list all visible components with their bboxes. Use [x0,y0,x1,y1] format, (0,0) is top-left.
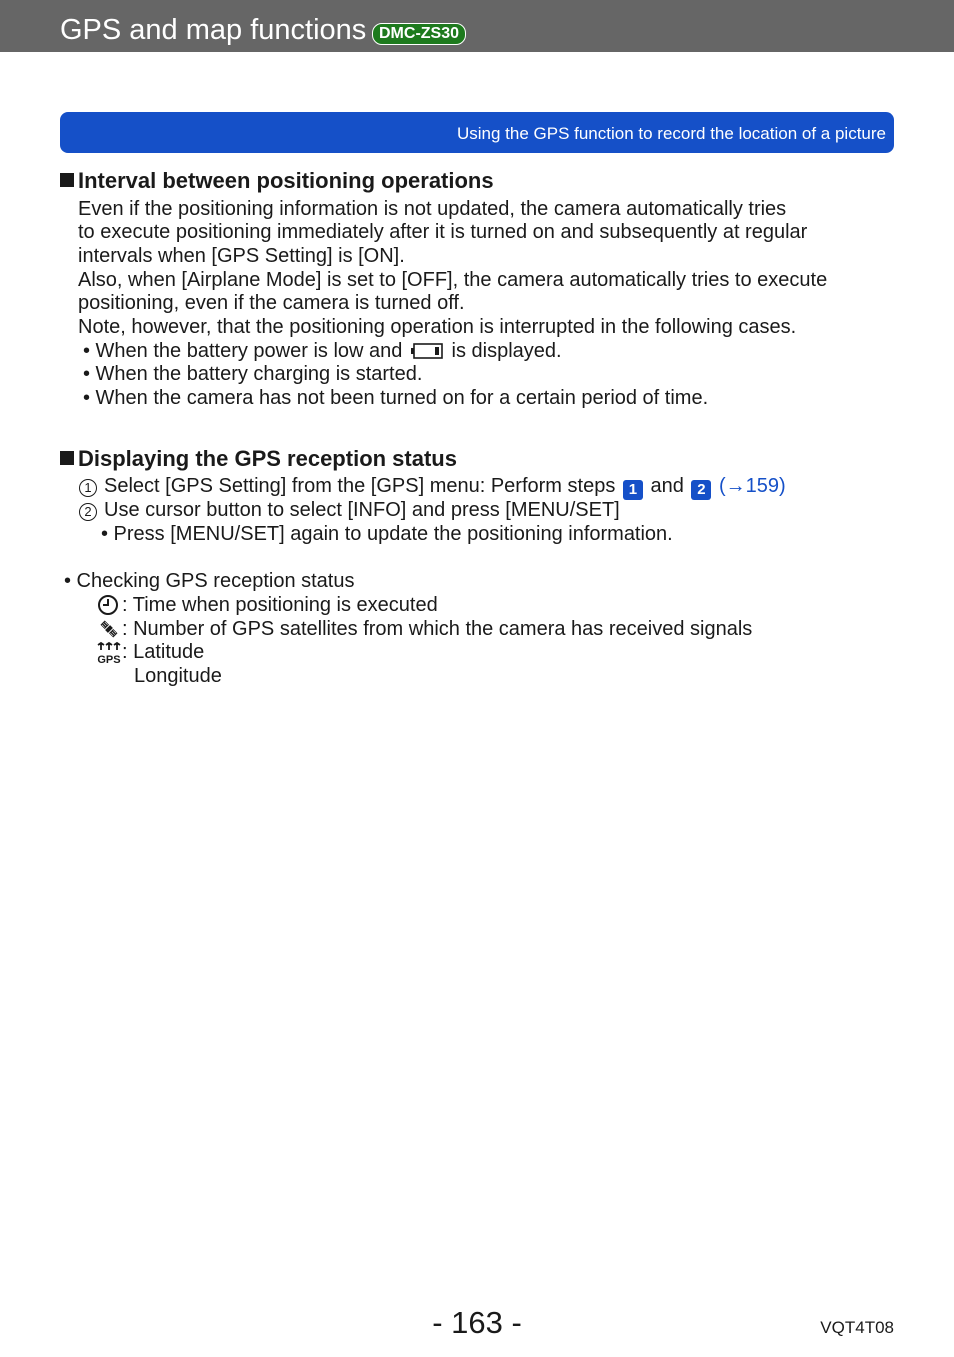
reception-heading [60,446,457,472]
bullet-battery-low: • When the battery power is low and is displayed. [83,340,562,362]
step-number-1: 1 [79,479,97,497]
satellites-description: : Number of GPS satellites from which the camera has received signals [122,618,753,640]
svg-text:GPS: GPS [97,654,121,665]
document-code: VQT4T08 [820,1318,894,1337]
longitude-description: Longitude [134,665,222,687]
page-reference-link[interactable]: (→159) [718,475,786,497]
interval-p2-line1: Also, when [Airplane Mode] is set to [OFF], the camera automatically tries to execute [78,269,828,291]
step-badge-2: 2 [691,480,711,500]
bullet-not-turned-on: • When the camera has not been turned on for a certain period of time. [83,387,709,409]
checking-status-label: • Checking GPS reception status [64,570,355,592]
step-1: Select [GPS Setting] from the [GPS] menu: Perform steps 1 and 2 (→159) [104,475,786,498]
interval-p1-line2: to execute positioning immediately after it is turned on and subsequently at regular [78,221,808,243]
satellite-icon [97,617,121,641]
interval-heading-text: Interval between positioning operations [78,168,494,193]
interval-p1-line3: intervals when [GPS Setting] is [ON]. [78,245,405,267]
section-title: Using the GPS function to record the location of a picture [456,124,886,143]
step-number-2: 2 [79,503,97,521]
model-badge: DMC-ZS30 [372,23,466,45]
battery-low-icon [410,342,444,360]
latitude-description: : Latitude [122,641,205,663]
chapter-title: GPS and map functions [60,14,367,46]
interval-heading [60,168,494,194]
gps-icon [96,641,122,665]
square-bullet-icon [60,451,74,465]
section-bar [60,112,894,153]
interval-p2-line2: positioning, even if the camera is turned off. [78,292,465,314]
step-badge-1: 1 [623,480,643,500]
page-header [0,0,954,52]
clock-icon [97,594,119,616]
interval-p1-line1: Even if the positioning information is not updated, the camera automatically tries [78,198,787,220]
square-bullet-icon [60,173,74,187]
page-number: - 163 - [432,1305,522,1340]
step-2: Use cursor button to select [INFO] and press [MENU/SET] [104,499,620,521]
bullet-charging: • When the battery charging is started. [83,363,423,385]
time-description: : Time when positioning is executed [122,594,438,616]
reception-heading-text: Displaying the GPS reception status [78,446,457,471]
step-2-note: • Press [MENU/SET] again to update the positioning information. [101,523,673,545]
interval-p3: Note, however, that the positioning operation is interrupted in the following cases. [78,316,797,338]
